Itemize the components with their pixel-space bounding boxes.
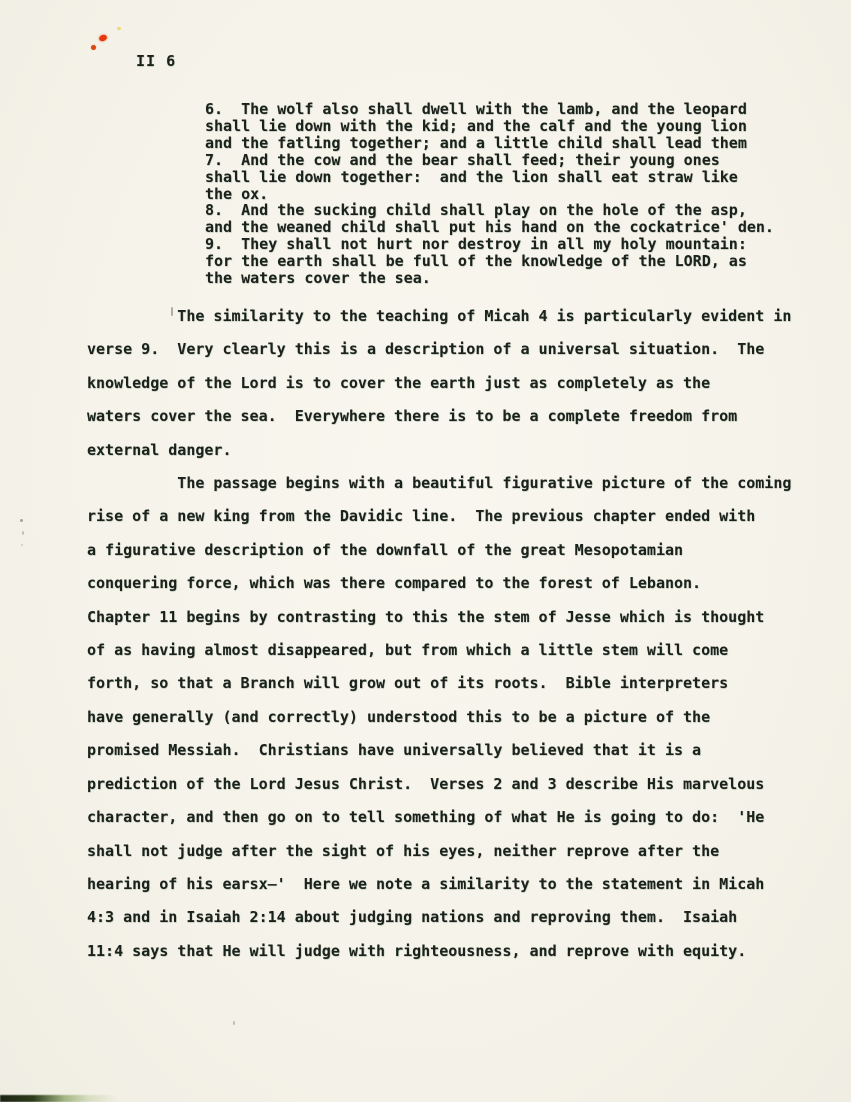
bottom-speck <box>233 1021 235 1025</box>
page-number: II 6 <box>136 52 177 70</box>
typed-line: 8. And the sucking child shall play on the hole of the asp, <box>205 201 747 220</box>
typed-line: the ox. <box>205 184 269 203</box>
typed-line: hearing of his earsx̶' Here we note a similarity to the statement in Micah <box>87 874 765 893</box>
typed-line: character, and then go on to tell something of what He is going to do: 'He <box>87 808 765 827</box>
margin-speck <box>22 531 24 535</box>
typed-line: Chapter 11 begins by contrasting to this the stem of Jesse which is thought <box>87 607 765 626</box>
typed-line: 11:4 says that He will judge with righteousness, and reprove with equity. <box>87 941 747 960</box>
red-ink-speck <box>91 45 96 50</box>
typed-line: 7. And the cow and the bear shall feed; their young ones <box>205 150 720 169</box>
typed-line: a figurative description of the downfall of the great Mesopotamian <box>87 540 684 559</box>
typed-line: shall lie down with the kid; and the calf and the young lion <box>205 116 747 135</box>
typed-line: the waters cover the sea. <box>205 269 431 288</box>
typed-line: conquering force, which was there compared to the forest of Lebanon. <box>87 574 702 593</box>
typed-line: forth, so that a Branch will grow out of its roots. Bible interpreters <box>87 674 729 693</box>
typed-line: The similarity to the teaching of Micah 4 is particularly evident in <box>87 307 792 325</box>
typed-line: have generally (and correctly) understood this to be a picture of the <box>87 707 711 726</box>
typed-line: shall not judge after the sight of his eyes, neither reprove after the <box>87 841 720 860</box>
typed-line: of as having almost disappeared, but from which a little stem will come <box>87 641 729 660</box>
typed-line: 6. The wolf also shall dwell with the lamb, and the leopard <box>205 100 747 118</box>
typed-line: knowledge of the Lord is to cover the earth just as completely as the <box>87 373 711 392</box>
typed-line: prediction of the Lord Jesus Christ. Verses 2 and 3 describe His marvelous <box>87 774 765 793</box>
typed-line: rise of a new king from the Davidic line. The previous chapter ended with <box>87 507 756 526</box>
typed-line: shall lie down together: and the lion shall eat straw like <box>205 167 738 186</box>
margin-speck <box>20 519 23 522</box>
typed-line: verse 9. Very clearly this is a description of a universal situation. The <box>87 340 765 359</box>
typed-line: The passage begins with a beautiful figurative picture of the coming <box>87 474 792 493</box>
scripture-quote-block <box>205 101 774 287</box>
margin-speck <box>21 544 23 546</box>
typed-line: promised Messiah. Christians have universally believed that it is a <box>87 741 702 760</box>
typed-line: external danger. <box>87 440 232 459</box>
typed-line: 9. They shall not hurt nor destroy in all my holy mountain: <box>205 235 747 254</box>
red-ink-speck <box>98 34 108 42</box>
bottom-edge-smudge <box>0 1095 118 1102</box>
typed-line: waters cover the sea. Everywhere there is to be a complete freedom from <box>87 407 738 426</box>
typed-line: and the weaned child shall put his hand on the cockatrice' den. <box>205 218 774 237</box>
typed-line: 4:3 and in Isaiah 2:14 about judging nations and reproving them. Isaiah <box>87 908 738 927</box>
typed-line: and the fatling together; and a little child shall lead them <box>205 133 747 152</box>
yellow-ink-speck <box>117 27 121 30</box>
body-paragraphs <box>87 300 791 968</box>
typed-line: for the earth shall be full of the knowledge of the LORD, as <box>205 252 747 271</box>
